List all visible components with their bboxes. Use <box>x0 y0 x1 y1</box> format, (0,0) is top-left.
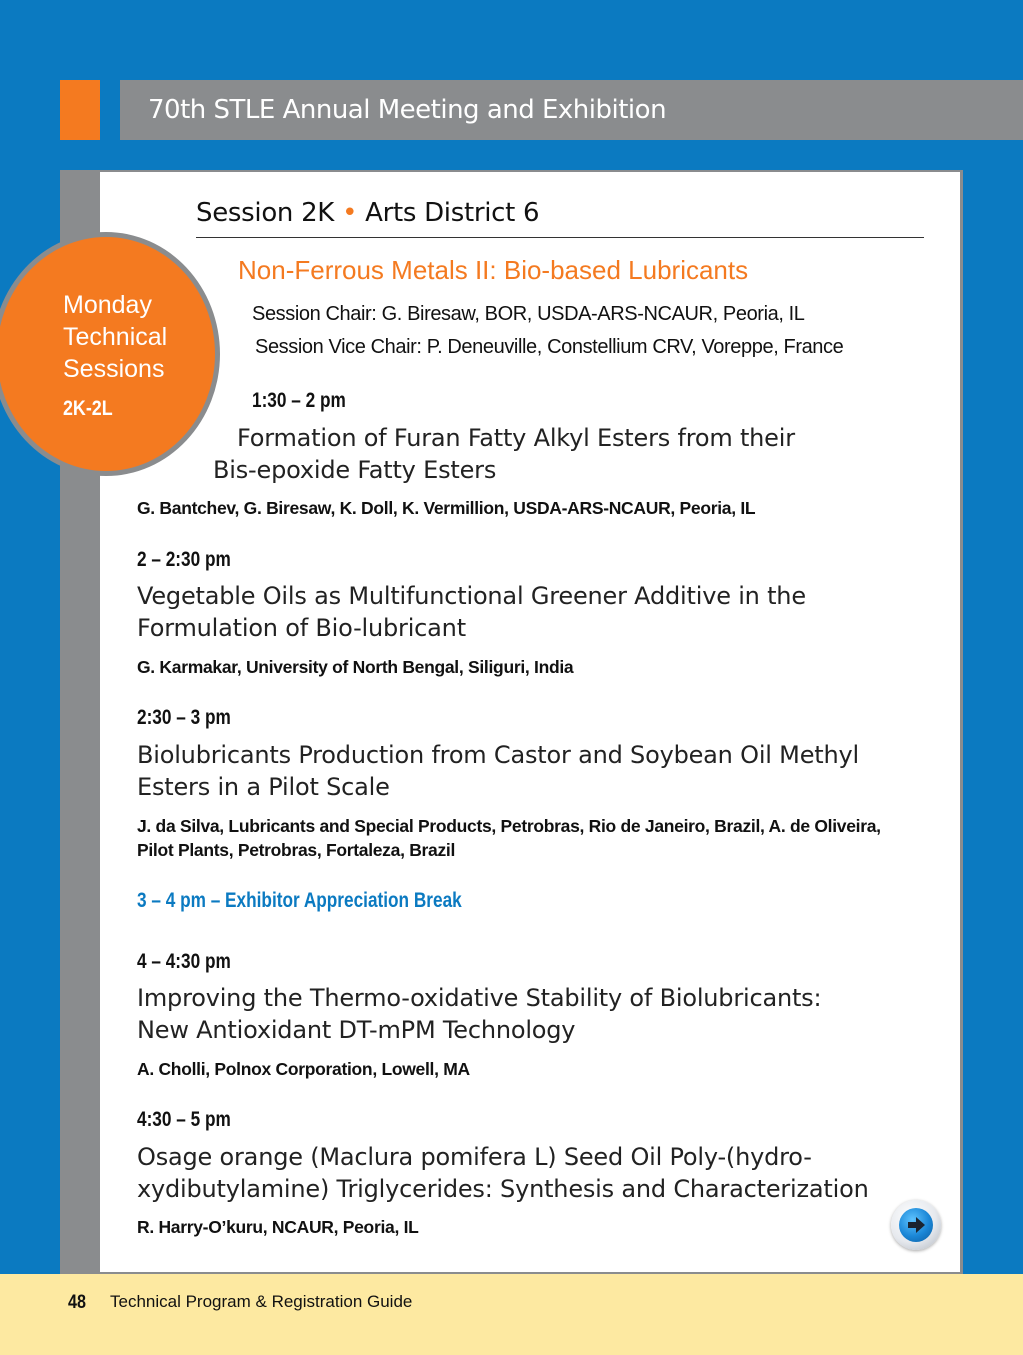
talk-authors: R. Harry-O’kuru, NCAUR, Peoria, IL <box>137 1217 419 1237</box>
talk-title: Bis-epoxide Fatty Esters <box>213 456 497 484</box>
guide-title: Technical Program & Registration Guide <box>110 1292 413 1311</box>
heading-rule <box>196 237 924 238</box>
page-number: 48 <box>68 1292 86 1313</box>
talk-title: Formulation of Bio-lubricant <box>137 614 466 642</box>
session-heading <box>196 198 539 228</box>
footer-bar <box>0 1274 1023 1355</box>
talk-authors: Pilot Plants, Petrobras, Fortaleza, Brazil <box>137 840 456 860</box>
talk-time: 4 – 4:30 pm <box>137 950 231 973</box>
talk-title: xydibutylamine) Triglycerides: Synthesis and Characterization <box>137 1175 869 1203</box>
talk-title: Improving the Thermo-oxidative Stability of Biolubricants: <box>137 984 822 1012</box>
separator-dot: • <box>342 198 358 228</box>
session-id: Session 2K <box>196 198 335 228</box>
talk-title: Biolubricants Production from Castor and Soybean Oil Methyl <box>137 741 859 769</box>
talk-title: Vegetable Oils as Multifunctional Greener Additive in the <box>137 582 806 610</box>
session-title: Non-Ferrous Metals II: Bio-based Lubricants <box>238 255 749 285</box>
talk-title: Osage orange (Maclura pomifera L) Seed Oil Poly-(hydro- <box>137 1143 812 1171</box>
talk-authors: A. Cholli, Polnox Corporation, Lowell, MA <box>137 1059 470 1079</box>
session-vice-chair: Session Vice Chair: P. Deneuville, Constellium CRV, Voreppe, France <box>255 336 844 358</box>
talk-time: 2:30 – 3 pm <box>137 706 231 729</box>
break-notice: 3 – 4 pm – Exhibitor Appreciation Break <box>137 889 462 912</box>
next-arrow-icon <box>899 1208 933 1242</box>
talk-time: 4:30 – 5 pm <box>137 1108 231 1131</box>
talk-time: 2 – 2:30 pm <box>137 548 231 571</box>
talk-authors: G. Bantchev, G. Biresaw, K. Doll, K. Vermillion, USDA-ARS-NCAUR, Peoria, IL <box>137 498 756 518</box>
talk-time: 1:30 – 2 pm <box>252 389 346 412</box>
badge-label: Monday Technical Sessions <box>63 291 168 383</box>
header-accent-tab <box>60 80 100 140</box>
talk-authors: G. Karmakar, University of North Bengal, Siliguri, India <box>137 657 574 677</box>
talk-title: Formation of Furan Fatty Alkyl Esters from their <box>237 424 795 452</box>
session-chair: Session Chair: G. Biresaw, BOR, USDA-ARS-NCAUR, Peoria, IL <box>252 303 805 325</box>
talk-authors: J. da Silva, Lubricants and Special Products, Petrobras, Rio de Janeiro, Brazil, A. de Oliveira, <box>137 816 881 836</box>
day-badge <box>0 232 220 476</box>
talk-title: New Antioxidant DT-mPM Technology <box>137 1016 576 1044</box>
talk-title: Esters in a Pilot Scale <box>137 773 390 801</box>
header-title: 70th STLE Annual Meeting and Exhibition <box>120 80 1023 140</box>
session-location: Arts District 6 <box>365 198 540 228</box>
next-page-button[interactable] <box>891 1200 941 1250</box>
badge-code: 2K-2L <box>63 397 113 420</box>
